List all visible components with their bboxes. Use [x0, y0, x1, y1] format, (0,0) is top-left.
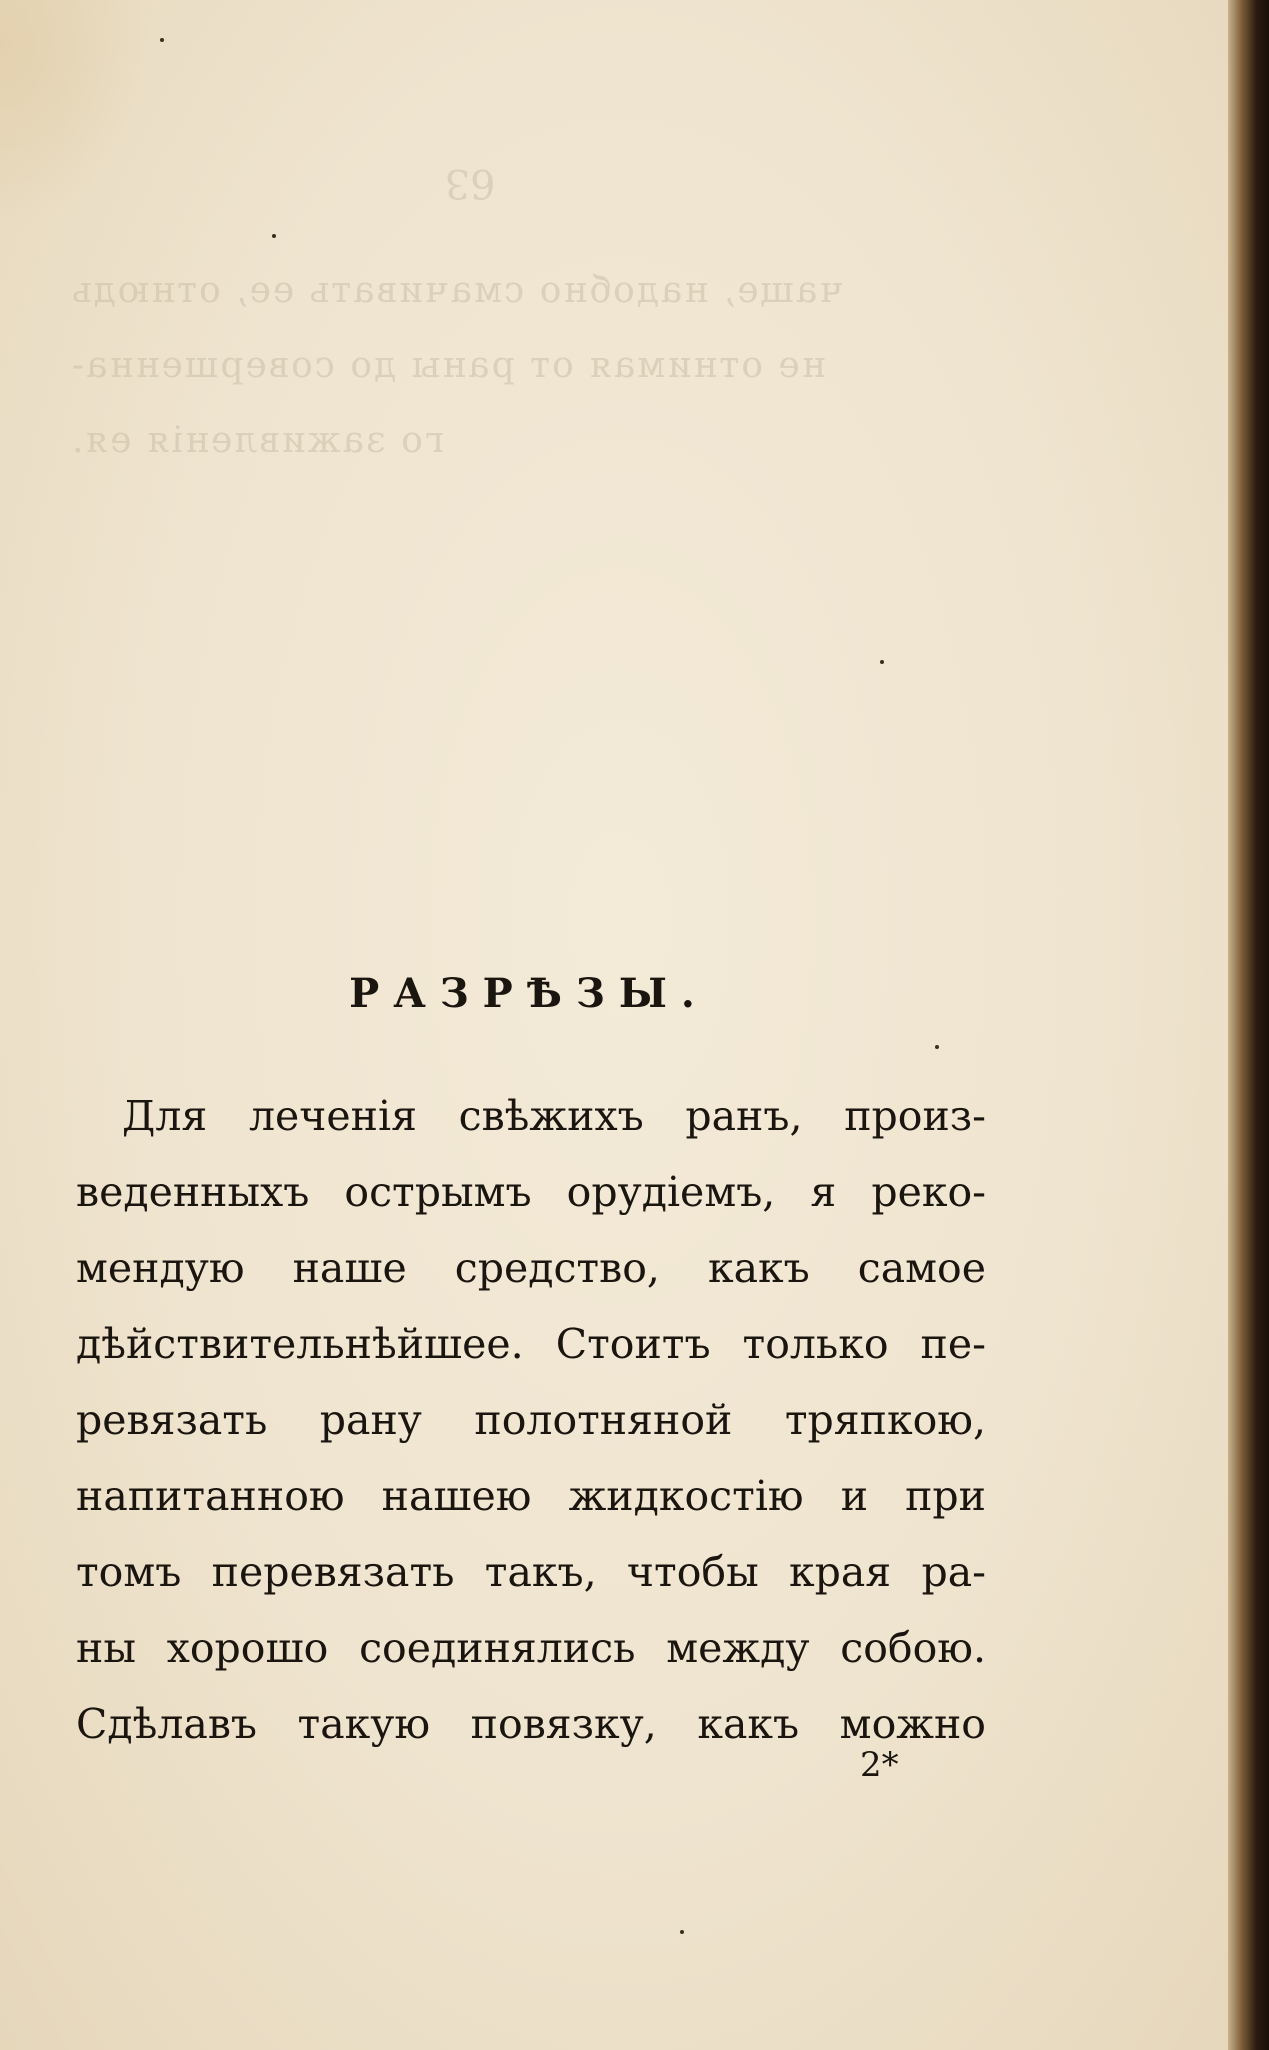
text-line: ны хорошо соединялись между собою. — [76, 1624, 986, 1672]
text-line: ревязать рану полотняной тряпкою, — [76, 1396, 986, 1444]
text-line: дѣйствительнѣйшее. Стоитъ только пе- — [76, 1320, 986, 1368]
paper-speck — [680, 1930, 684, 1934]
bleed-through-line: го заживленія ея. — [70, 420, 444, 461]
text-line: мендую наше средство, какъ самое — [76, 1244, 986, 1292]
bleed-through-line: чаще, надобно смачивать ее, отнюдь — [70, 270, 844, 311]
text-line: Сдѣлавъ такую повязку, какъ можно — [76, 1700, 986, 1748]
paper-speck — [935, 1045, 939, 1049]
body-paragraph — [76, 1078, 986, 1762]
paper-speck — [272, 234, 276, 238]
text-line: Для леченія свѣжихъ ранъ, произ- — [122, 1092, 986, 1140]
text-line: напитанною нашею жидкостію и при — [76, 1472, 986, 1520]
text-line: веденныхъ острымъ орудіемъ, я реко- — [76, 1168, 986, 1216]
page-edge — [1228, 0, 1269, 2050]
age-stain — [0, 0, 150, 230]
signature-mark: 2* — [860, 1745, 899, 1785]
text-line: томъ перевязать такъ, чтобы края ра- — [76, 1548, 986, 1596]
paper-speck — [880, 660, 884, 664]
bleed-through-page-number: 63 — [444, 160, 496, 206]
bleed-through-line: не отнимая от раны до совершенна- — [70, 345, 826, 386]
paper-speck — [160, 38, 164, 42]
section-heading: РАЗРѢЗЫ. — [349, 970, 709, 1017]
